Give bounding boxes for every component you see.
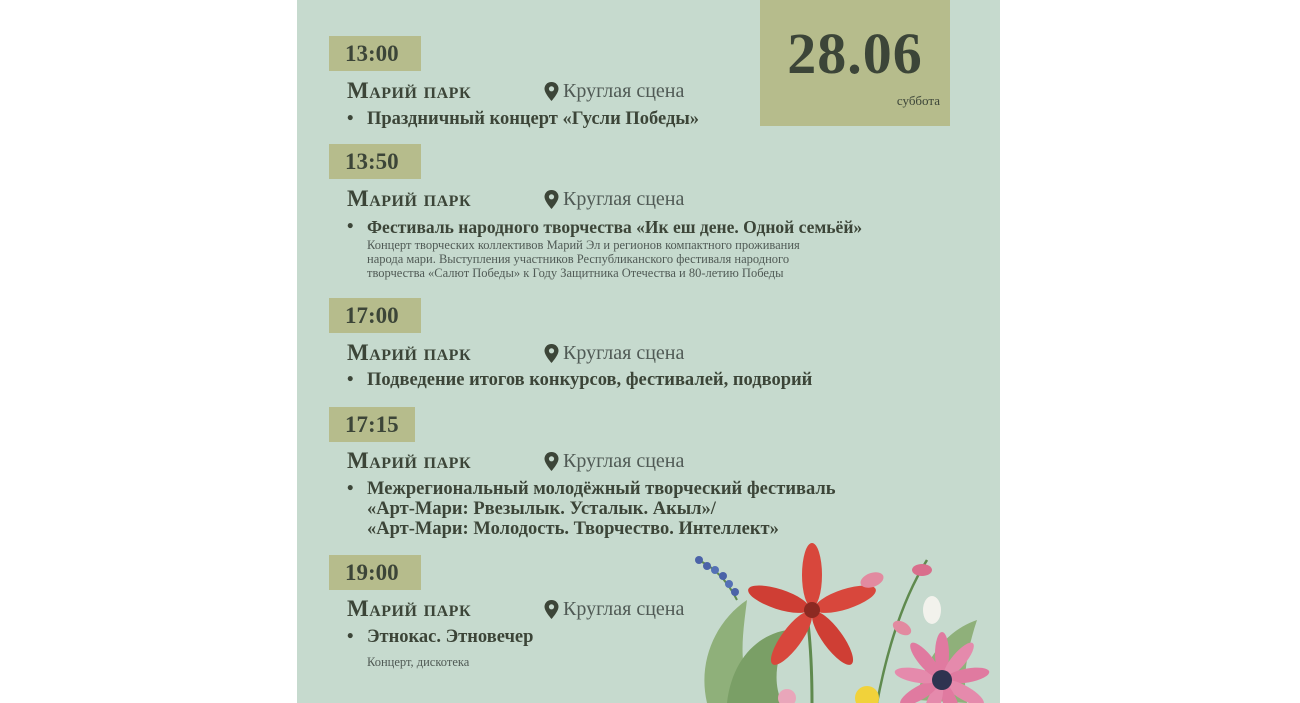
event-item-text: «Арт-Мари: Молодость. Творчество. Интеллект» — [367, 519, 779, 539]
location-label: Круглая сцена — [563, 80, 685, 102]
location-label: Круглая сцена — [563, 598, 685, 620]
flower-illustration — [687, 540, 1000, 703]
map-pin-icon — [544, 82, 559, 101]
date-card — [760, 0, 950, 126]
event-description: творчества «Салют Победы» к Году Защитника Отечества и 80-летию Победы — [367, 266, 784, 280]
date-day: 28.06 — [787, 21, 923, 86]
event-description: Концерт творческих коллективов Марий Эл и регионов компактного проживания — [367, 238, 800, 252]
event-location — [544, 342, 684, 365]
event-item-text: Праздничный концерт «Гусли Победы» — [367, 109, 700, 129]
event-location — [544, 80, 684, 103]
event-item-text: Этнокас. Этновечер — [367, 627, 534, 647]
location-label: Круглая сцена — [563, 342, 685, 364]
map-pin-icon — [544, 190, 559, 209]
location-label: Круглая сцена — [563, 188, 685, 210]
event-venue: Марий парк — [347, 340, 472, 365]
event-item-text: Фестиваль народного творчества «Ик еш дене. Одной семьёй» — [367, 217, 863, 237]
event-venue: Марий парк — [347, 186, 472, 211]
event-item-text: Межрегиональный молодёжный творческий фестиваль — [367, 479, 836, 499]
map-pin-icon — [544, 600, 559, 619]
event-time: 17:00 — [329, 298, 421, 333]
event-venue: Марий парк — [347, 78, 472, 103]
event-location — [544, 598, 684, 621]
location-label: Круглая сцена — [563, 450, 685, 472]
event-time: 19:00 — [329, 555, 421, 590]
map-pin-icon — [544, 344, 559, 363]
event-venue: Марий парк — [347, 448, 472, 473]
event-location — [544, 188, 684, 211]
event-time: 13:00 — [329, 36, 421, 71]
map-pin-icon — [544, 452, 559, 471]
event-item-text: «Арт-Мари: Рвезылык. Усталык. Акыл»/ — [367, 499, 716, 519]
schedule-poster: 28.06 суббота 13:00 Марий парк Круглая сцена • Праздничный концерт «Гусли Победы» 13:50 Марий парк Круглая сцена • Фестиваль народного творчества «Ик еш дене. Одной семьёй» Концерт творческих коллективов Марий Эл и регионов компактного проживания народа мари. Выступления участников Республиканского фестиваля народного творчества «Салют Победы» к Году Защитника Отечества и 80-летию Победы 17:00 Марий парк Круглая сцена • Подведение итогов конкурсов, фестивалей, подворий 17:15 Марий парк Круглая сцена • Межрегиональный молодёжный творческий фестиваль «Арт-Мари: Рвезылык. Усталык. Акыл»/ «Арт-Мари: Молодость. Творчество. Интеллект» 19:00 Марий парк Круглая сцена • Этнокас. Этновечер Концерт, дискотека — [297, 0, 1000, 703]
event-description: народа мари. Выступления участников Республиканского фестиваля народного — [367, 252, 790, 266]
event-time: 13:50 — [329, 144, 421, 179]
event-location — [544, 450, 684, 473]
date-weekday: суббота — [896, 93, 940, 108]
event-item-text: Подведение итогов конкурсов, фестивалей, подворий — [367, 370, 813, 390]
event-description: Концерт, дискотека — [367, 655, 470, 669]
event-time: 17:15 — [329, 407, 415, 442]
event-venue: Марий парк — [347, 596, 472, 621]
